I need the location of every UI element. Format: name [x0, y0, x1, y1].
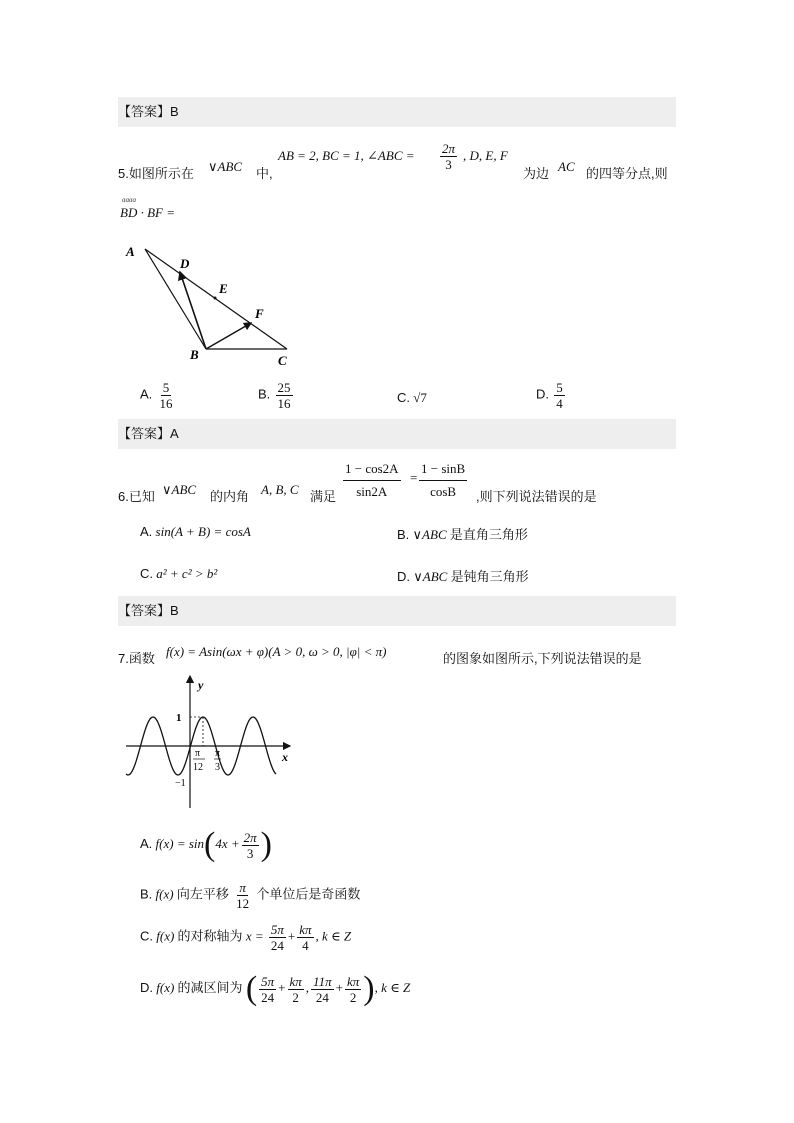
den1: 24: [270, 938, 284, 953]
option-label: C.: [140, 566, 153, 581]
q6-option-b[interactable]: [397, 524, 528, 543]
q6-stem: [118, 456, 698, 504]
option-label: A.: [140, 386, 153, 402]
q7-option-b[interactable]: [140, 880, 360, 911]
neg-one-label: −1: [175, 778, 186, 789]
label-f: F: [255, 306, 264, 321]
option-label: A.: [140, 835, 153, 851]
den: 12: [236, 896, 250, 911]
pi-12-den: 12: [193, 762, 203, 773]
q6-num: 6.: [118, 489, 129, 504]
q6-tail: ,则下列说法错误的是: [476, 489, 597, 504]
answer-bar-6: [118, 596, 676, 626]
num1: 5π: [261, 973, 275, 989]
label-e: E: [219, 281, 228, 296]
option-mid: 的对称轴为: [177, 928, 243, 944]
label-c: C: [278, 353, 287, 368]
q5-tail: 的四等分点,则: [586, 166, 668, 181]
q5-lead: 如图所示在: [128, 166, 194, 181]
option-label: D.: [536, 386, 549, 402]
option-label: B.: [397, 527, 410, 542]
q7-sine-graph: [118, 672, 298, 812]
num1: 5π: [270, 922, 284, 937]
num2: kπ: [289, 973, 302, 989]
q6-mid1: 的内角: [210, 489, 250, 504]
option-text: sin(A + B) = cosA: [155, 524, 251, 539]
answer-letter: B: [170, 603, 179, 618]
option-lhs: f(x) = sin: [155, 835, 205, 851]
den4: 2: [349, 989, 357, 1005]
answer-letter: A: [170, 426, 179, 441]
q5-condition: AB = 2, BC = 1, ∠ABC =: [278, 148, 415, 163]
option-label: B.: [258, 386, 271, 402]
answer-bar-5: [118, 419, 676, 449]
option-x: x =: [245, 928, 264, 944]
side-ab: [145, 249, 206, 349]
q5-side: AC: [558, 159, 575, 174]
answer-letter: B: [170, 104, 179, 119]
point-e-dot: [214, 297, 217, 300]
q6-lead: [118, 486, 155, 505]
num: 2π: [243, 829, 257, 845]
label-d: D: [180, 256, 190, 271]
option-lhs: f(x): [156, 979, 175, 995]
den: 16: [159, 396, 173, 411]
label-a: A: [126, 244, 135, 259]
answer-bracket: 【答案】: [118, 104, 171, 119]
one-label: 1: [176, 712, 182, 724]
q5-expression: BD · BF =: [120, 205, 175, 220]
answer-bracket: 【答案】: [118, 426, 171, 441]
num: 25: [277, 380, 291, 395]
option-tail: , k ∈ Z: [374, 979, 411, 995]
q6-angles: A, B, C: [261, 482, 299, 497]
den2: 2: [292, 989, 299, 1005]
pi-3-den: 3: [215, 762, 220, 773]
option-tail: 个单位后是奇函数: [256, 886, 361, 902]
q5-triangle-figure: [118, 238, 298, 370]
q6-lhs-fraction: [341, 458, 403, 503]
plus: +: [287, 928, 296, 944]
q5-angle-fraction: [438, 141, 459, 172]
q7-option-c[interactable]: [140, 922, 351, 953]
option-label: C.: [397, 390, 410, 405]
option-lhs: f(x): [155, 886, 174, 902]
num3: 11π: [313, 973, 332, 989]
num4: kπ: [346, 973, 360, 989]
answer-bar-4: [118, 97, 676, 127]
q5-option-d[interactable]: [536, 380, 567, 411]
option-label: C.: [140, 928, 153, 944]
q5-number: [118, 163, 194, 182]
num: 5: [162, 380, 170, 395]
den1: 24: [261, 989, 275, 1005]
q5-option-a[interactable]: [140, 380, 177, 411]
q6-triangle: ∨ABC: [162, 482, 197, 497]
den3: 24: [315, 989, 329, 1005]
q5-points: , D, E, F: [463, 148, 508, 163]
q7-stem: [118, 636, 698, 666]
vector-bd: [180, 272, 206, 349]
num: 5: [556, 380, 563, 395]
rhs-den: cosB: [430, 484, 457, 499]
option-triangle: ∨ABC: [412, 527, 447, 542]
q6-mid2: 满足: [310, 489, 337, 504]
den2: 4: [302, 938, 309, 953]
den: 3: [246, 845, 254, 861]
num2: kπ: [299, 922, 312, 937]
q5-option-b[interactable]: [258, 380, 295, 411]
q6-option-c[interactable]: [140, 566, 217, 582]
den: 16: [277, 396, 291, 411]
option-text: a² + c² > b²: [156, 566, 218, 581]
rhs-num: 1 − sinB: [419, 458, 467, 481]
option-lhs: f(x): [156, 928, 175, 944]
q6-option-d[interactable]: [397, 566, 529, 585]
option-label: A.: [140, 524, 153, 539]
den: 4: [556, 396, 563, 411]
x-label: x: [282, 750, 288, 764]
option-text: 是直角三角形: [449, 527, 528, 542]
q7-option-a[interactable]: A. f(x) = sin(4x + $\frac{2\pi}{3}$ ): [140, 826, 272, 863]
label-b: B: [190, 347, 199, 362]
q7-option-d[interactable]: D. f(x) 的减区间为 ( $\frac{5\pi}{24}$ + $\frac{k\pi}{2}$ , $\frac{11\pi}{24}$ + $\frac{k\pi}{2}$ ), k ∈ Z: [140, 970, 411, 1007]
y-label: y: [198, 678, 204, 692]
q6-rhs-fraction: [417, 458, 469, 503]
q5-in: 中,: [256, 166, 273, 181]
option-label: D.: [397, 569, 410, 584]
q5-vector-marks: ɑɑɑɑ: [122, 196, 136, 204]
q5-triangle: ∨ABC: [208, 159, 243, 174]
q7-num: 7.: [118, 651, 129, 666]
q7-tail: 的图象如图所示,下列说法错误的是: [443, 651, 642, 666]
q5-num: 5.: [118, 166, 129, 181]
vector-bf: [206, 323, 251, 349]
num: π: [239, 880, 246, 895]
option-text: 是钝角三角形: [450, 569, 529, 584]
option-label: B.: [140, 886, 153, 902]
option-label: D.: [140, 979, 153, 995]
option-mid: 向左平移: [176, 886, 229, 902]
lhs-num: 1 − cos2A: [343, 458, 401, 481]
q5-stem: [118, 141, 688, 185]
answer-bracket: 【答案】: [118, 603, 171, 618]
lhs-den: sin2A: [356, 484, 388, 499]
pi-12-num: π: [195, 748, 201, 759]
q5-angle-den: 3: [445, 157, 452, 172]
q5-angle-num: 2π: [442, 141, 456, 156]
q5-option-c[interactable]: [397, 390, 427, 406]
pi-3-num: π: [215, 748, 221, 759]
q7-function: f(x) = Asin(ωx + φ)(A > 0, ω > 0, |φ| < π): [166, 644, 387, 659]
q6-lead-text: 已知: [128, 489, 155, 504]
option-inner: 4x +: [215, 835, 240, 851]
q6-equals: =: [410, 470, 418, 485]
option-mid: 的减区间为: [177, 979, 243, 995]
q7-lead-text: 函数: [128, 651, 155, 666]
option-triangle: ∨ABC: [413, 569, 448, 584]
sqrt-value: √7: [413, 390, 427, 405]
q6-option-a[interactable]: [140, 524, 251, 540]
option-tail: , k ∈ Z: [315, 928, 352, 944]
q5-side-text: 为边: [523, 166, 550, 181]
q7-lead: [118, 648, 155, 667]
